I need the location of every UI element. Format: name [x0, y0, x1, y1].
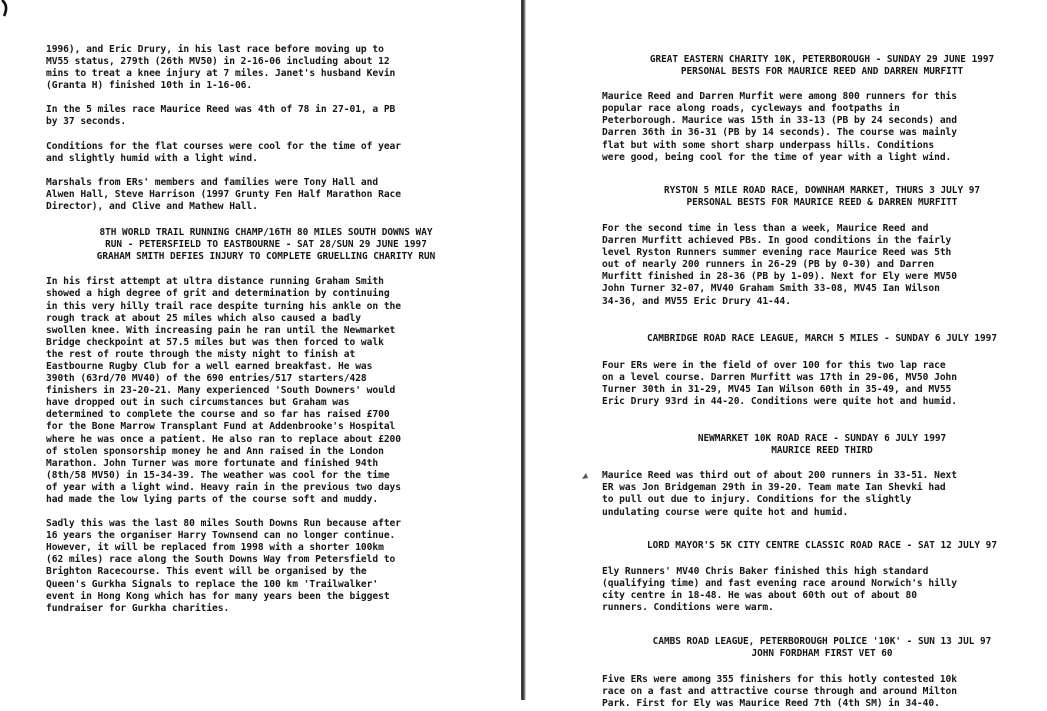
- left-page: [0, 0, 520, 700]
- cambridge-league-heading: CAMBRIDGE ROAD RACE LEAGUE, MARCH 5 MILES - SUNDAY 6 JULY 1997: [647, 332, 997, 344]
- cambridge-league-report: Four ERs were in the field of over 100 for this two lap race on a level course. Darren Murfitt was 17th in 29-06, MV50 John Turner 30th in 31-29, MV45 Ian Wilson 60th in 35-49, and MV55 Eric Drury 93rd in 44-20. Conditions were quite hot and humid.: [602, 359, 958, 407]
- page-gutter: [521, 0, 526, 700]
- marshals-paragraph: Marshals from ERs' members and families were Tony Hall and Alwen Hall, Steve Harrison (1997 Grunty Fen Half Marathon Race Director), and Clive and Mathew Hall.: [46, 176, 402, 212]
- ink-smudge-icon: [580, 470, 590, 482]
- trail-run-report-paragraph: In his first attempt at ultra distance running Graham Smith showed a high degree of grit and determination by continuing in this very hilly trail race despite turning his ankle on the rough track at about 25 miles which also caused a badly swollen knee. With increasing pain he ran until the Newmarket Bridge checkpoint at 57.5 miles but was then forced to walk the rest of route through the misty night to finish at Eastbourne Rugby Club for a well earned breakfast. He was 390th (63rd/70 MV40) of the 690 entries/517 starters/428 finishers in 23-20-21. Many experienced 'South Downers' would have dropped out in such circumstances but Graham was determined to complete the course and so far has raised £700 for the Bone Marrow Transplant Fund at Addenbrooke's Hospital where he was once a patient. He also ran to replace about £200 of stolen sponsorship money he and Ann raised in the London Marathon. John Turner was more fortunate and finished 94th (8th/58 MV50) in 15-34-39. The weather was cool for the time of year with a light wind. Heavy rain in the previous two days had made the low lying parts of the course soft and muddy.: [46, 276, 402, 505]
- left-column: [46, 44, 486, 627]
- newmarket-heading: NEWMARKET 10K ROAD RACE - SUNDAY 6 JULY 1997 MAURICE REED THIRD: [697, 433, 947, 457]
- ryston-heading: RYSTON 5 MILE ROAD RACE, DOWNHAM MARKET, THURS 3 JULY 97 PERSONAL BESTS FOR MAURICE REED & DARREN MURFITT: [663, 184, 981, 208]
- right-column: [602, 54, 1042, 711]
- great-eastern-report: Maurice Reed and Darren Murfit were among 800 runners for this popular race along roads, cycleways and footpaths in Peterborough. Maurice was 15th in 33-13 (PB by 24 seconds) and Darren 36th in 36-31 (PB by 14 seconds). The course was mainly flat but with some short sharp underpass hills. Conditions were good, being cool for the time of year with a light wind.: [602, 91, 958, 163]
- conditions-paragraph: Conditions for the flat courses were cool for the time of year and slightly humid with a light wind.: [46, 140, 402, 164]
- lord-mayors-report: Ely Runners' MV40 Chris Baker finished this high standard (qualifying time) and fast evening race around Norwich's hilly city centre in 18-48. He was about 60th out of about 80 runners. Conditions were warm.: [602, 565, 958, 613]
- binding-mark-icon: [0, 0, 14, 16]
- cambs-league-heading: CAMBS ROAD LEAGUE, PETERBOROUGH POLICE '10K' - SUN 13 JUL 97 JOHN FORDHAM FIRST VET 60: [652, 636, 992, 660]
- ryston-report: For the second time in less than a week, Maurice Reed and Darren Murfitt achieved PBs. In good conditions in the fairly level Ryston Runners summer evening race Maurice Reed was 5th out of nearly 200 runners in 26-29 (PB by 0-30) and Darren Murfitt finished in 28-36 (PB by 1-09). Next for Ely were MV50 John Turner 32-07, MV40 Graham Smith 33-08, MV45 Ian Wilson 34-36, and MV55 Eric Drury 41-44.: [602, 222, 958, 307]
- great-eastern-heading: GREAT EASTERN CHARITY 10K, PETERBOROUGH - SUNDAY 29 JUNE 1997 PERSONAL BESTS FOR MAURICE REED AND DARREN MURFITT: [649, 54, 995, 78]
- trail-run-heading: 8TH WORLD TRAIL RUNNING CHAMP/16TH 80 MILES SOUTH DOWNS WAY RUN - PETERSFIELD TO EASTBOURNE - SAT 28/SUN 29 JUNE 1997 GRAHAM SMITH DEFIES INJURY TO COMPLETE GRUELLING CHARITY RUN: [96, 227, 436, 263]
- results-continuation-paragraph: 1996), and Eric Drury, in his last race before moving up to MV55 status, 279th (26th MV50) in 2-16-06 including about 12 mins to treat a knee injury at 7 miles. Janet's husband Kevin (Granta H) finished 10th in 1-16-06.: [46, 44, 396, 92]
- newmarket-report: Maurice Reed was third out of about 200 runners in 33-51. Next ER was Jon Bridgeman 29th in 39-20. Team mate Ian Shevki had to pull out due to injury. Conditions for the slightly undulating course were quite hot and humid.: [602, 470, 958, 518]
- trail-run-future-paragraph: Sadly this was the last 80 miles South Downs Run because after 16 years the organiser Harry Townsend can no longer continue. However, it will be replaced from 1998 with a shorter 100km (62 miles) race along the South Downs Way from Petersfield to Brighton Racecourse. This event will be organised by the Queen's Gurkha Signals to replace the 100 km 'Trailwalker' event in Hong Kong which has for many years been the biggest fundraiser for Gurkha charities.: [46, 518, 402, 614]
- lord-mayors-heading: LORD MAYOR'S 5K CITY CENTRE CLASSIC ROAD RACE - SAT 12 JULY 97: [647, 539, 997, 551]
- five-miles-paragraph: In the 5 miles race Maurice Reed was 4th of 78 in 27-01, a PB by 37 seconds.: [46, 104, 396, 128]
- cambs-league-report: Five ERs were among 355 finishers for this hotly contested 10k race on a fast and attractive course through and around Milton Park. First for Ely was Maurice Reed 7th (4th SM) in 34-40.: [602, 674, 958, 710]
- right-page: [528, 0, 1047, 710]
